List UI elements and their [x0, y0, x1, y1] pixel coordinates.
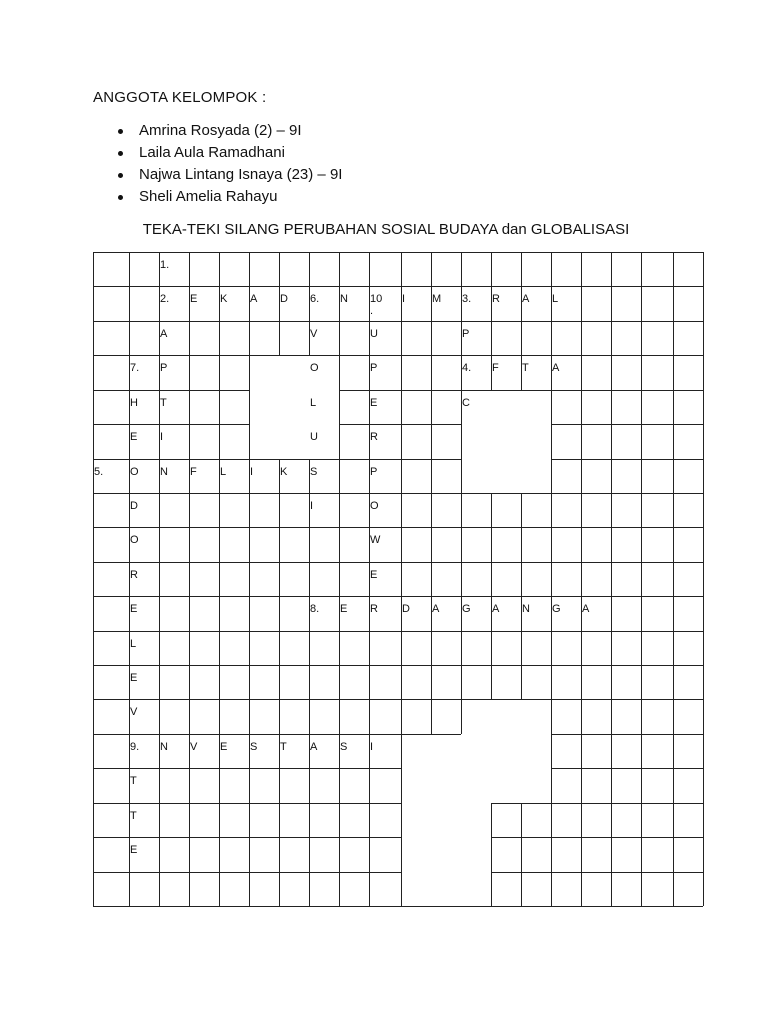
grid-cell-letter: A — [160, 328, 168, 340]
grid-cell-letter: U — [370, 328, 378, 340]
grid-cell-letter: E — [130, 844, 138, 856]
grid-cell-letter: L — [552, 293, 559, 305]
grid-cell-letter: S — [250, 741, 258, 753]
grid-cell-letter: O — [370, 500, 379, 512]
grid-cell-letter: P — [370, 362, 378, 374]
grid-cell-letter: 8. — [310, 603, 320, 615]
grid-cell-letter: A — [582, 603, 590, 615]
grid-cell-letter: U — [310, 431, 318, 443]
grid-cell-letter: A — [250, 293, 258, 305]
grid-cell-letter: 9. — [130, 741, 140, 753]
grid-cell-letter: P — [160, 362, 168, 374]
grid-cell-letter: F — [190, 466, 197, 478]
grid-cell-letter: S — [340, 741, 348, 753]
grid-cell-letter: 1. — [160, 259, 170, 271]
member-list — [118, 121, 342, 209]
member-item: Amrina Rosyada (2) – 9I — [118, 121, 342, 143]
grid-cell-letter: E — [340, 603, 348, 615]
grid-cell-letter: N — [160, 466, 168, 478]
grid-cell-letter: H — [130, 397, 138, 409]
grid-cell-letter: K — [280, 466, 288, 478]
grid-cell-letter: M — [432, 293, 442, 305]
grid-cell-letter: L — [310, 397, 317, 409]
grid-cell-letter: D — [280, 293, 288, 305]
grid-cell-letter: P — [370, 466, 378, 478]
grid-cell-letter: K — [220, 293, 228, 305]
grid-cell-letter: D — [402, 603, 410, 615]
grid-cell-letter: 2. — [160, 293, 170, 305]
grid-cell-letter: 4. — [462, 362, 472, 374]
grid-cell-letter: T — [280, 741, 287, 753]
grid-cell-letter: F — [492, 362, 499, 374]
grid-cell-letter: O — [130, 534, 139, 546]
grid-cell-letter: A — [552, 362, 560, 374]
grid-cell-letter: S — [310, 466, 318, 478]
grid-cell-letter: T — [130, 775, 137, 787]
member-item: Najwa Lintang Isnaya (23) – 9I — [118, 165, 342, 187]
grid-cell-letter: L — [130, 638, 137, 650]
grid-cell-letter: E — [190, 293, 198, 305]
member-item: Sheli Amelia Rahayu — [118, 187, 342, 209]
puzzle-title: TEKA-TEKI SILANG PERUBAHAN SOSIAL BUDAYA dan GLOBALISASI — [142, 221, 630, 238]
grid-cell-letter: I — [160, 431, 164, 443]
grid-cell-letter: L — [220, 466, 227, 478]
grid-cell-letter: I — [370, 741, 374, 753]
grid-cell-letter: O — [310, 362, 319, 374]
grid-cell-letter: G — [462, 603, 471, 615]
grid-cell-letter: 10 . — [370, 293, 383, 317]
grid-cell-letter: V — [310, 328, 318, 340]
grid-cell-letter: A — [492, 603, 500, 615]
grid-cell-letter: V — [190, 741, 198, 753]
grid-cell-letter: E — [220, 741, 228, 753]
grid-cell-letter: T — [130, 810, 137, 822]
grid-cell-letter: I — [402, 293, 406, 305]
grid-cell-letter: N — [160, 741, 168, 753]
grid-cell-letter: R — [130, 569, 138, 581]
grid-cell-letter: A — [522, 293, 530, 305]
grid-cell-letter: N — [522, 603, 530, 615]
grid-cell-letter: C — [462, 397, 470, 409]
grid-cell-letter: 6. — [310, 293, 320, 305]
grid-cell-letter: 5. — [94, 466, 104, 478]
grid-cell-letter: I — [310, 500, 314, 512]
grid-cell-letter: E — [370, 569, 378, 581]
grid-cell-letter: A — [310, 741, 318, 753]
grid-cell-letter: 7. — [130, 362, 140, 374]
grid-cell-letter: T — [522, 362, 529, 374]
grid-cell-letter: P — [462, 328, 470, 340]
grid-cell-letter: O — [130, 466, 139, 478]
grid-cell-letter: W — [370, 534, 381, 546]
grid-cell-letter: D — [130, 500, 138, 512]
grid-cell-letter: E — [130, 672, 138, 684]
grid-cell-letter: R — [370, 431, 378, 443]
grid-cell-letter: E — [370, 397, 378, 409]
grid-cell-letter: G — [552, 603, 561, 615]
group-members-heading: ANGGOTA KELOMPOK : — [93, 89, 267, 106]
grid-cell-letter: T — [160, 397, 167, 409]
grid-cell-letter: V — [130, 706, 138, 718]
grid-cell-letter: 3. — [462, 293, 472, 305]
grid-cell-letter: E — [130, 603, 138, 615]
grid-cell-letter: R — [370, 603, 378, 615]
member-item: Laila Aula Ramadhani — [118, 143, 342, 165]
grid-cell-letter: A — [432, 603, 440, 615]
grid-cell-letter: I — [250, 466, 254, 478]
grid-cell-letter: R — [492, 293, 500, 305]
grid-cell-letter: N — [340, 293, 348, 305]
grid-cell-letter: E — [130, 431, 138, 443]
